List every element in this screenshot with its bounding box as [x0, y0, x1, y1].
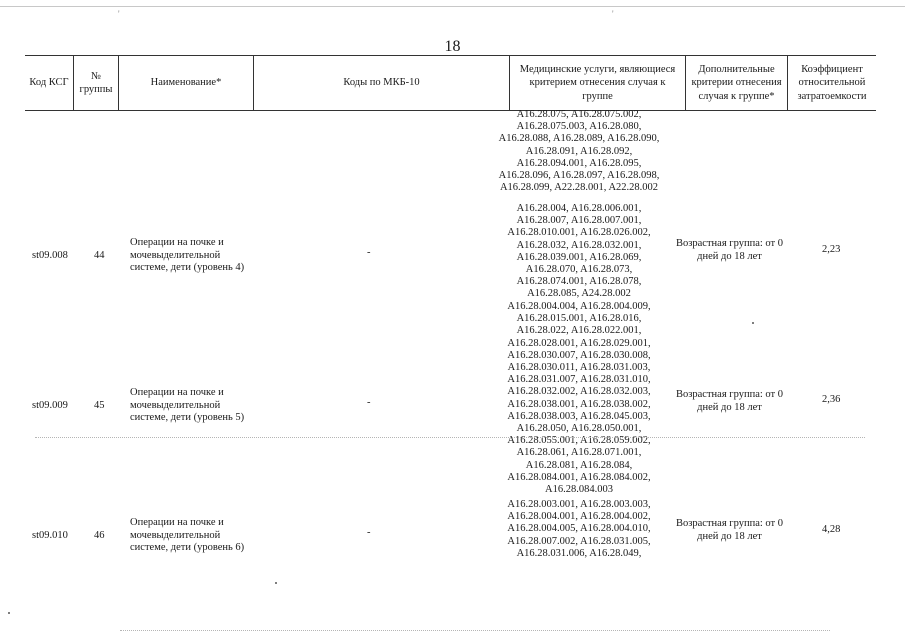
- service-line: A16.28.038.001, A16.28.038.002,: [507, 398, 651, 410]
- service-line: A16.28.088, A16.28.089, A16.28.090,: [498, 133, 660, 145]
- row-services: [490, 301, 668, 496]
- icd-codes: -: [367, 527, 371, 538]
- cost-coefficient: 2,23: [822, 244, 841, 255]
- icd-codes: -: [367, 247, 371, 258]
- service-line: A16.28.050, A16.28.050.001,: [516, 423, 642, 435]
- scan-mark: ': [612, 9, 614, 19]
- ksg-code: st09.008: [32, 250, 68, 261]
- service-line: A16.28.094.001, A16.28.095,: [516, 157, 642, 169]
- scan-speck: [752, 322, 754, 324]
- service-line: A16.28.061, A16.28.071.001,: [516, 447, 642, 459]
- continuation-services: [490, 109, 668, 194]
- service-line: A16.28.003.001, A16.28.003.003,: [507, 499, 651, 510]
- service-line: A16.28.022, A16.28.022.001,: [516, 325, 642, 337]
- service-line: A16.28.028.001, A16.28.029.001,: [507, 337, 651, 349]
- scan-speck: [275, 582, 277, 584]
- scan-artifact-line: [120, 630, 830, 631]
- service-line: A16.28.075, A16.28.075.002,: [516, 109, 642, 120]
- service-line: A16.28.004.001, A16.28.004.002,: [507, 511, 651, 523]
- service-line: A16.28.032.002, A16.28.032.003,: [507, 386, 651, 398]
- service-line: A16.28.091, A16.28.092,: [525, 145, 633, 157]
- service-line: A16.28.084.003: [545, 484, 613, 496]
- header-name: Наименование*: [118, 56, 253, 110]
- scan-speck: [8, 612, 10, 614]
- additional-criteria: Возрастная группа: от 0 дней до 18 лет: [676, 389, 783, 413]
- service-line: A16.28.015.001, A16.28.016,: [516, 313, 642, 325]
- service-line: A16.28.031.007, A16.28.031.010,: [507, 374, 651, 386]
- service-line: A16.28.070, A16.28.073,: [525, 264, 633, 276]
- icd-codes: -: [367, 397, 371, 408]
- service-line: A16.28.004, A16.28.006.001,: [516, 203, 642, 214]
- header-cost-coefficient: Коэффициент относительной затратоемкости: [787, 56, 876, 110]
- group-number: 46: [94, 530, 105, 541]
- additional-criteria: Возрастная группа: от 0 дней до 18 лет: [676, 518, 783, 542]
- cost-coefficient: 4,28: [822, 524, 841, 535]
- ksg-code: st09.010: [32, 530, 68, 541]
- additional-criteria: Возрастная группа: от 0 дней до 18 лет: [676, 238, 783, 262]
- service-line: A16.28.030.011, A16.28.031.003,: [507, 362, 651, 374]
- header-group-number: № группы: [73, 56, 118, 110]
- service-line: A16.28.099, A22.28.001, A22.28.002: [499, 182, 659, 194]
- service-line: A16.28.032, A16.28.032.001,: [516, 239, 642, 251]
- scan-top-edge: [0, 6, 905, 7]
- group-number: 45: [94, 400, 105, 411]
- scan-mark: ': [118, 9, 120, 19]
- row-services: [490, 203, 668, 301]
- service-line: A16.28.075.003, A16.28.080,: [516, 121, 642, 133]
- service-line: A16.28.096, A16.28.097, A16.28.098,: [498, 170, 660, 182]
- service-line: A16.28.010.001, A16.28.026.002,: [507, 227, 651, 239]
- row-name: Операции на почке и мочевыделительной системе, дети (уровень 4): [130, 237, 245, 273]
- table-header: [25, 55, 876, 111]
- group-number: 44: [94, 250, 105, 261]
- service-line: A16.28.084.001, A16.28.084.002,: [507, 471, 651, 483]
- header-code: Код КСГ: [29, 77, 69, 89]
- header-icd-codes: Коды по МКБ-10: [253, 56, 509, 110]
- row-services: [490, 499, 668, 560]
- service-line: A16.28.039.001, A16.28.069,: [516, 251, 642, 263]
- page-number: 18: [444, 38, 461, 55]
- header-medical-services: Медицинские услуги, являющиеся критерием отнесения случая к группе: [509, 56, 685, 110]
- service-line: A16.28.007, A16.28.007.001,: [516, 215, 642, 227]
- service-line: A16.28.074.001, A16.28.078,: [516, 276, 642, 288]
- row-name: Операции на почке и мочевыделительной системе, дети (уровень 6): [130, 517, 245, 553]
- service-line: A16.28.031.006, A16.28.049,: [516, 547, 642, 559]
- service-line: A16.28.085, A24.28.002: [527, 288, 631, 300]
- ksg-code: st09.009: [32, 400, 68, 411]
- service-line: A16.28.030.007, A16.28.030.008,: [507, 349, 651, 361]
- header-additional-criteria: Дополнительные критерии отнесения случая к группе*: [685, 56, 787, 110]
- service-line: A16.28.004.005, A16.28.004.010,: [507, 523, 651, 535]
- service-line: A16.28.055.001, A16.28.059.002,: [507, 435, 651, 447]
- service-line: A16.28.081, A16.28.084,: [525, 459, 633, 471]
- scan-artifact-line: [35, 437, 865, 438]
- service-line: A16.28.007.002, A16.28.031.005,: [507, 535, 651, 547]
- service-line: A16.28.004.004, A16.28.004.009,: [507, 301, 651, 312]
- row-name: Операции на почке и мочевыделительной системе, дети (уровень 5): [130, 387, 245, 423]
- service-line: A16.28.038.003, A16.28.045.003,: [507, 410, 651, 422]
- cost-coefficient: 2,36: [822, 394, 841, 405]
